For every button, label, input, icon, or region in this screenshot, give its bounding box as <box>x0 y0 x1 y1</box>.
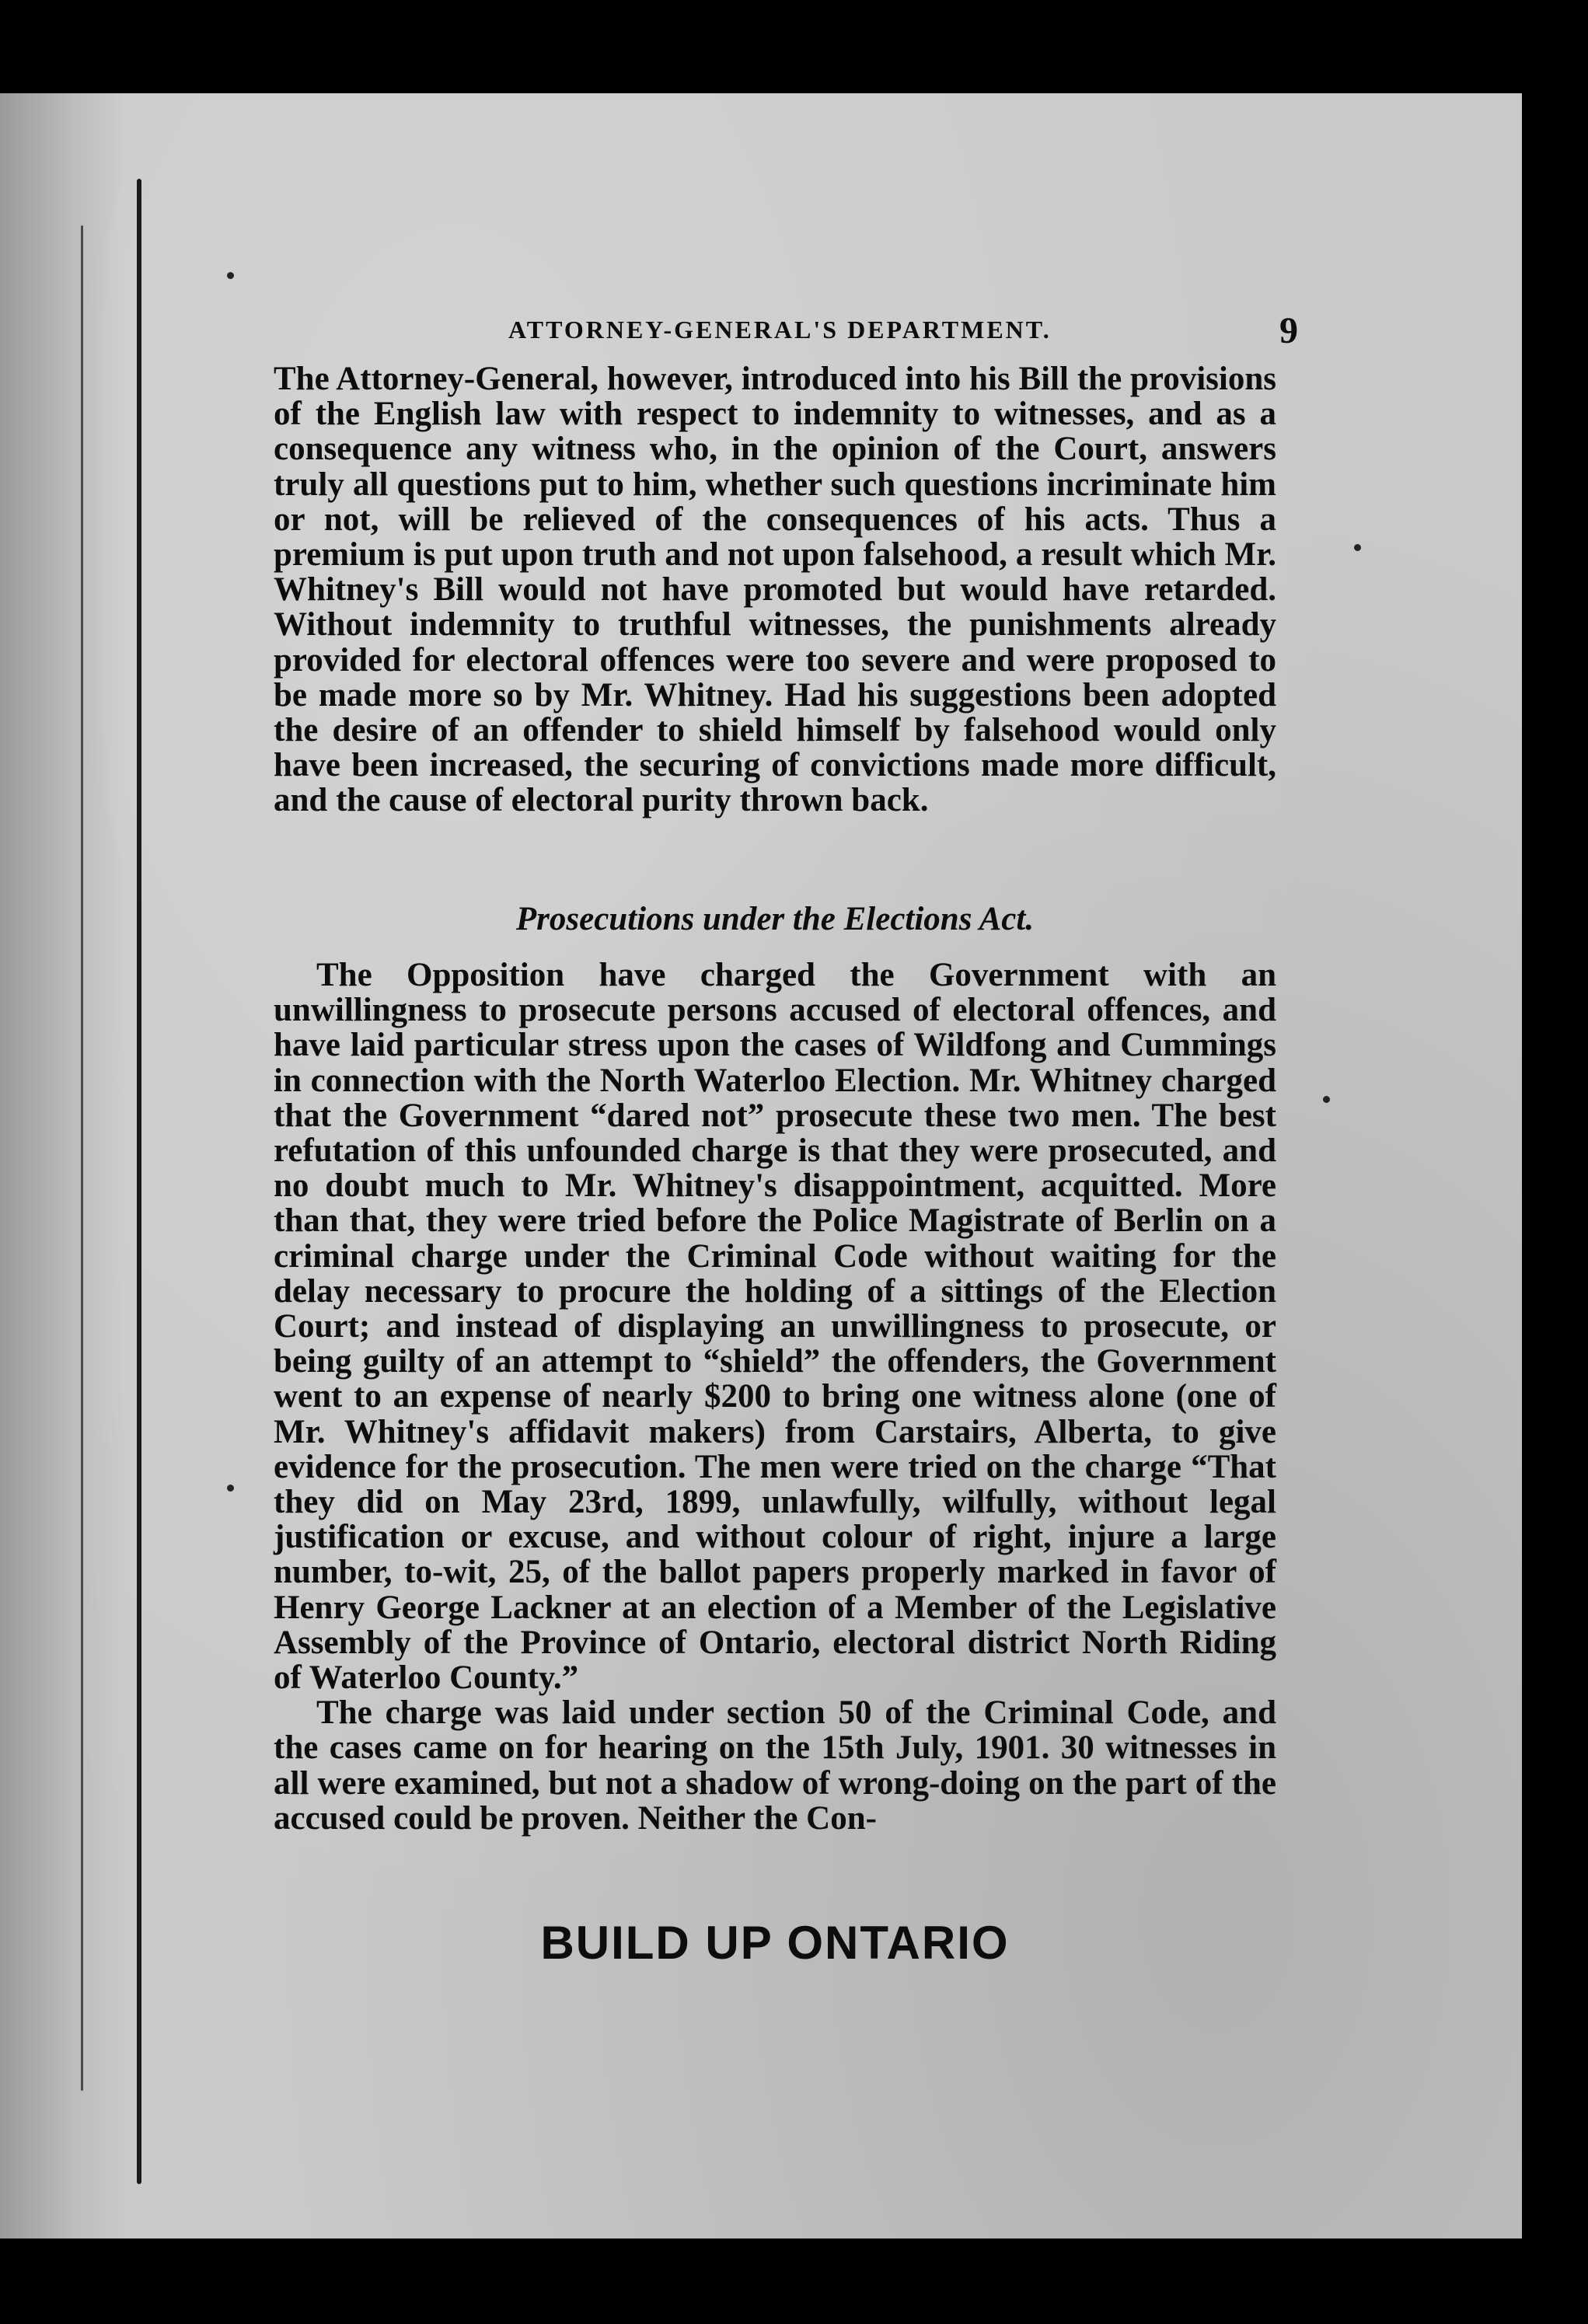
running-head <box>264 309 1298 356</box>
ink-speck <box>227 272 234 279</box>
body-text-bottom <box>274 958 1276 1836</box>
footer-slogan: BUILD UP ONTARIO <box>540 1917 1010 1969</box>
running-title: ATTORNEY-GENERAL'S DEPARTMENT. <box>508 316 1052 344</box>
binding-fold-line <box>137 179 141 2184</box>
book-page <box>0 93 1522 2239</box>
section-heading: Prosecutions under the Elections Act. <box>515 901 1035 937</box>
ink-speck <box>1354 544 1361 551</box>
binding-edge-line <box>81 225 83 2091</box>
page-number: 9 <box>1279 310 1298 351</box>
ink-speck <box>227 1485 234 1492</box>
page-left-shadow <box>0 93 124 2239</box>
paragraph-hearing: The charge was laid under section 50 of the Criminal Code, and the cases came on for hearing on the 15th July, 1901. 30 witnesses in all were examined, but not a shadow of wrong-doing on the part of the accused could be proven. Neither the Con- <box>274 1694 1276 1837</box>
ink-speck <box>1323 1096 1330 1103</box>
paragraph-opposition-charge: The Opposition have charged the Government with an unwillingness to prosecute persons accused of electoral offences, and have laid particular stress upon the cases of Wildfong and Cummings in connection with the North Waterloo Election. Mr. Whitney charged that the Government “dared not” prosecute these two men. The best refutation of this unfounded charge is that they were prosecuted, and no doubt much to Mr. Whitney's disappointment, acquitted. More than that, they were tried before the Police Magistrate of Berlin on a criminal charge under the Criminal Code without waiting for the delay necessary to procure the holding of a sittings of the Election Court; and instead of displaying an unwillingness to prosecute, or being guilty of an attempt to “shield” the offenders, the Government went to an expense of nearly $200 to bring one witness alone (one of Mr. Whitney's affidavit makers) from Carstairs, Alberta, to give evidence for the prosecution. The men were tried on the charge “That they did on May 23rd, 1899, unlawfully, wilfully, without legal justification or excuse, and without colour of right, injure a large number, to-wit, 25, of the ballot papers properly marked in favor of Henry George Lackner at an election of a Member of the Legislative Assembly of the Province of Ontario, electoral district North Riding of Waterloo County.” <box>274 957 1276 1697</box>
paragraph-indemnity: The Attorney-General, however, introduced into his Bill the provisions of the English law with respect to indemnity to witnesses, and as a consequence any witness who, in the opinion of the Court, answers truly all questions put to him, whether such questions incriminate him or not, will be relieved of the consequences of his acts. Thus a premium is put upon truth and not upon falsehood, a result which Mr. Whitney's Bill would not have promoted but would have retarded. Without indemnity to truthful witnesses, the punishments already provided for electoral offences were too severe and were proposed to be made more so by Mr. Whitney. Had his suggestions been adopted the desire of an offender to shield himself by falsehood would only have been increased, the securing of convictions made more difficult, and the cause of electoral purity thrown back. <box>274 361 1276 819</box>
body-text-top <box>274 361 1276 818</box>
